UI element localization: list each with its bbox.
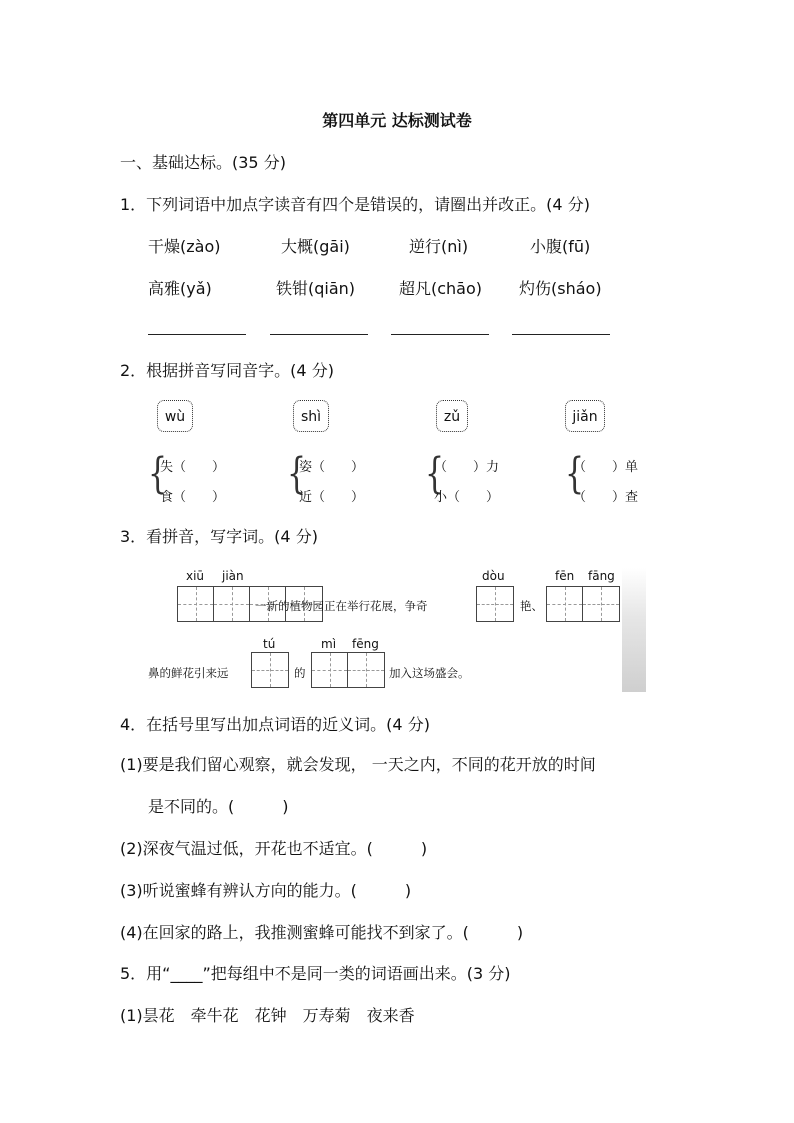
pinyin-box: shì [293,400,329,432]
answer-line[interactable] [512,334,610,335]
q4-sentence[interactable]: (3)听说蜜蜂有辨认方向的能力。( ) [120,881,412,900]
char-grid[interactable] [582,586,620,622]
sentence-text: 的 [294,666,306,680]
q1-word: 干燥(zào) [148,237,221,256]
sentence-text: 加入这场盛会。 [389,666,470,680]
q4-sentence: (1)要是我们留心观察，就会发现， 一天之内，不同的花开放的时间 [120,755,596,774]
pinyin-label: mì [321,637,337,651]
answer-line[interactable] [148,334,246,335]
blank-item[interactable]: 姿（ ） [299,460,365,475]
pinyin-box: jiǎn [565,400,605,432]
q3-prompt: 3．看拼音，写字词。(4 分) [120,527,318,546]
page-title: 第四单元 达标测试卷 [322,111,472,130]
answer-line[interactable] [391,334,489,335]
pinyin-label: tú [263,637,276,651]
q1-word: 大概(gāi) [281,237,350,256]
brace-icon: { [565,449,585,499]
sentence-text: 鼻的鲜花引来远 [148,666,229,680]
answer-line[interactable] [270,334,368,335]
q1-word: 灼伤(sháo) [519,279,602,298]
pinyin-label: jiàn [222,569,244,583]
q5-sentence: (1)昙花 牵牛花 花钟 万寿菊 夜来香 [120,1006,415,1025]
pinyin-box: wù [157,400,193,432]
pinyin-label: dòu [482,569,505,583]
brace-icon: { [148,449,168,499]
q2-prompt: 2．根据拼音写同音字。(4 分) [120,361,334,380]
pinyin-label: fāng [588,569,615,583]
blank-item[interactable]: （ ）单 [573,460,639,475]
blank-item[interactable]: （ ）查 [573,490,639,505]
q5-prompt: 5．用“____”把每组中不是同一类的词语画出来。(3 分) [120,964,511,983]
q1-word: 铁钳(qiān) [276,279,356,298]
pinyin-label: fēn [555,569,575,583]
blank-item[interactable]: （ ）力 [434,460,500,475]
char-grid[interactable] [251,652,289,688]
pinyin-label: xiū [186,569,205,583]
watermark-strip [622,568,646,692]
q1-word: 超凡(chāo) [399,279,483,298]
q1-word: 逆行(nì) [409,237,469,256]
q1-word: 小腹(fū) [530,237,591,256]
blank-item[interactable]: 失（ ） [160,460,226,475]
q4-prompt: 4．在括号里写出加点词语的近义词。(4 分) [120,715,430,734]
q4-sentence[interactable]: (4)在回家的路上，我推测蜜蜂可能找不到家了。( ) [120,923,524,942]
char-grid[interactable] [311,652,385,688]
blank-item[interactable]: 近（ ） [299,490,365,505]
brace-icon: { [425,449,445,499]
pinyin-label: fēng [352,637,379,651]
q1-prompt: 1．下列词语中加点字读音有四个是错误的，请圈出并改正。(4 分) [120,195,590,214]
q4-sentence[interactable]: (2)深夜气温过低，开花也不适宜。( ) [120,839,428,858]
brace-icon: { [287,449,307,499]
pinyin-box: zǔ [436,400,468,432]
sentence-text: 一新的植物园正在举行花展，争奇 [255,599,428,613]
char-grid[interactable] [476,586,514,622]
section-heading: 一、基础达标。(35 分) [120,153,286,172]
sentence-text: 艳、 [520,599,543,613]
blank-item[interactable]: 小（ ） [434,490,500,505]
blank-item[interactable]: 食（ ） [160,490,226,505]
q4-sentence[interactable]: 是不同的。( ) [148,797,289,816]
q1-word: 高雅(yǎ) [148,279,212,298]
